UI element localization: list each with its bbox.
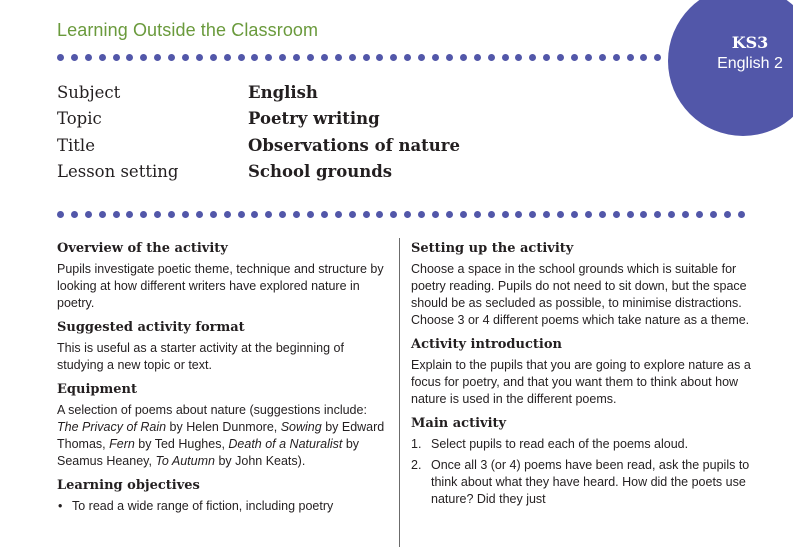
poem-title: To Autumn xyxy=(155,454,215,468)
dot-icon xyxy=(182,211,189,218)
dot-icon xyxy=(488,54,495,61)
meta-value: English xyxy=(248,83,318,102)
step-text: Once all 3 (or 4) poems have been read, ask the pupils to think about what they have heard. How did the poets use nature? Did they just xyxy=(431,458,750,506)
equipment-text-part: by Helen Dunmore, xyxy=(166,420,281,434)
dot-icon xyxy=(307,211,314,218)
dot-icon xyxy=(390,54,397,61)
dot-icon xyxy=(724,211,731,218)
dot-icon xyxy=(113,54,120,61)
left-column xyxy=(57,240,389,515)
dot-icon xyxy=(515,54,522,61)
dot-icon xyxy=(432,54,439,61)
dot-icon xyxy=(376,211,383,218)
dot-icon xyxy=(668,211,675,218)
dot-icon xyxy=(126,54,133,61)
column-divider xyxy=(399,238,400,547)
dot-icon xyxy=(543,211,550,218)
equipment-text-part: A selection of poems about nature (suggestions include: xyxy=(57,403,367,417)
dot-icon xyxy=(238,54,245,61)
dot-icon xyxy=(293,211,300,218)
list-item xyxy=(57,498,389,515)
dot-icon xyxy=(57,54,64,61)
main-activity-steps xyxy=(411,436,751,508)
equipment-text xyxy=(57,402,389,470)
meta-value: Observations of nature xyxy=(248,136,460,155)
dot-icon xyxy=(224,211,231,218)
meta-label: Subject xyxy=(57,83,121,102)
dot-icon xyxy=(307,54,314,61)
step-text: Select pupils to read each of the poems aloud. xyxy=(431,437,689,451)
overview-heading: Overview of the activity xyxy=(57,241,228,256)
dot-icon xyxy=(251,54,258,61)
dot-icon xyxy=(140,54,147,61)
intro-heading: Activity introduction xyxy=(411,337,562,352)
list-item xyxy=(411,436,751,453)
dot-icon xyxy=(502,54,509,61)
step-number: 2. xyxy=(411,458,422,472)
badge-subject: English 2 xyxy=(717,55,783,72)
dot-icon xyxy=(488,211,495,218)
dot-icon xyxy=(529,54,536,61)
dot-icon xyxy=(460,54,467,61)
dot-icon xyxy=(224,54,231,61)
dot-icon xyxy=(418,211,425,218)
dot-icon xyxy=(502,211,509,218)
dot-icon xyxy=(126,211,133,218)
dot-icon xyxy=(349,211,356,218)
dot-icon xyxy=(154,54,161,61)
poem-title: The Privacy of Rain xyxy=(57,420,167,434)
dot-icon xyxy=(363,211,370,218)
dot-icon xyxy=(557,211,564,218)
dot-icon xyxy=(599,54,606,61)
dot-icon xyxy=(238,211,245,218)
intro-text: Explain to the pupils that you are going to explore nature as a focus for poetry, and that you want them to think about how nature is used in the different poems. xyxy=(411,358,751,406)
dot-icon xyxy=(585,54,592,61)
dot-icon xyxy=(529,211,536,218)
dot-icon xyxy=(418,54,425,61)
dot-icon xyxy=(265,211,272,218)
equipment-text-part: by Edward Thomas, xyxy=(57,420,385,451)
dot-icon xyxy=(113,211,120,218)
dot-icon xyxy=(265,54,272,61)
dot-icon xyxy=(446,211,453,218)
dot-icon xyxy=(140,211,147,218)
dot-icon xyxy=(251,211,258,218)
dot-icon xyxy=(168,54,175,61)
setup-heading: Setting up the activity xyxy=(411,241,574,256)
dot-icon xyxy=(654,211,661,218)
objectives-list xyxy=(57,498,389,515)
poem-title: Death of a Naturalist xyxy=(228,437,343,451)
dot-icon xyxy=(613,54,620,61)
dot-icon xyxy=(279,54,286,61)
dotted-rule-top xyxy=(57,54,667,64)
dot-icon xyxy=(85,54,92,61)
dot-icon xyxy=(376,54,383,61)
dot-icon xyxy=(738,211,745,218)
bullet-icon: • xyxy=(58,499,63,513)
dot-icon xyxy=(349,54,356,61)
main-activity-heading: Main activity xyxy=(411,416,507,431)
dot-icon xyxy=(613,211,620,218)
meta-value: Poetry writing xyxy=(248,109,380,128)
meta-label: Topic xyxy=(57,109,102,128)
dot-icon xyxy=(363,54,370,61)
dot-icon xyxy=(446,54,453,61)
badge-stage-code: KS3 xyxy=(731,33,769,52)
equipment-text-part: by John Keats). xyxy=(214,454,306,468)
meta-label: Lesson setting xyxy=(57,162,179,181)
poem-title: Fern xyxy=(109,437,135,451)
dot-icon xyxy=(571,211,578,218)
dot-icon xyxy=(515,211,522,218)
step-number: 1. xyxy=(411,437,422,451)
meta-value: School grounds xyxy=(248,162,393,181)
equipment-text-part: by Seamus Heaney, xyxy=(57,437,360,468)
dot-icon xyxy=(627,211,634,218)
dot-icon xyxy=(474,54,481,61)
equipment-heading: Equipment xyxy=(57,382,137,397)
dot-icon xyxy=(99,211,106,218)
dot-icon xyxy=(71,54,78,61)
overview-text: Pupils investigate poetic theme, technique and structure by looking at how different writers have explored nature in poetry. xyxy=(57,262,384,310)
objective-text: To read a wide range of fiction, including poetry xyxy=(72,499,334,513)
dot-icon xyxy=(640,54,647,61)
dot-icon xyxy=(543,54,550,61)
dot-icon xyxy=(196,54,203,61)
list-item xyxy=(411,457,751,508)
dot-icon xyxy=(57,211,64,218)
dot-icon xyxy=(85,211,92,218)
dot-icon xyxy=(210,54,217,61)
dot-icon xyxy=(474,211,481,218)
equipment-text-part: by Ted Hughes, xyxy=(134,437,229,451)
dot-icon xyxy=(321,211,328,218)
right-column xyxy=(411,240,751,512)
dot-icon xyxy=(335,211,342,218)
dot-icon xyxy=(682,211,689,218)
dot-icon xyxy=(460,211,467,218)
page-header-title: Learning Outside the Classroom xyxy=(57,20,319,40)
dot-icon xyxy=(557,54,564,61)
dot-icon xyxy=(640,211,647,218)
dot-icon xyxy=(710,211,717,218)
dot-icon xyxy=(627,54,634,61)
dot-icon xyxy=(168,211,175,218)
dot-icon xyxy=(279,211,286,218)
format-heading: Suggested activity format xyxy=(57,320,245,335)
setup-text: Choose a space in the school grounds which is suitable for poetry reading. Pupils do not need to sit down, but the space should be as secluded as possible, to minimise distractions. Choose 3 or 4 different poems which take nature as a theme. xyxy=(411,262,750,327)
meta-label: Title xyxy=(57,136,95,155)
dot-icon xyxy=(71,211,78,218)
objectives-heading: Learning objectives xyxy=(57,478,200,493)
dot-icon xyxy=(293,54,300,61)
dot-icon xyxy=(182,54,189,61)
dot-icon xyxy=(571,54,578,61)
dot-icon xyxy=(154,211,161,218)
dot-icon xyxy=(404,211,411,218)
poem-title: Sowing xyxy=(280,420,322,434)
dot-icon xyxy=(432,211,439,218)
format-text: This is useful as a starter activity at the beginning of studying a new topic or text. xyxy=(57,341,344,372)
dot-icon xyxy=(335,54,342,61)
dot-icon xyxy=(321,54,328,61)
dot-icon xyxy=(404,54,411,61)
dot-icon xyxy=(654,54,661,61)
dot-icon xyxy=(585,211,592,218)
dot-icon xyxy=(696,211,703,218)
dot-icon xyxy=(390,211,397,218)
dot-icon xyxy=(196,211,203,218)
dot-icon xyxy=(210,211,217,218)
dot-icon xyxy=(99,54,106,61)
dotted-rule-middle xyxy=(57,211,747,221)
dot-icon xyxy=(599,211,606,218)
